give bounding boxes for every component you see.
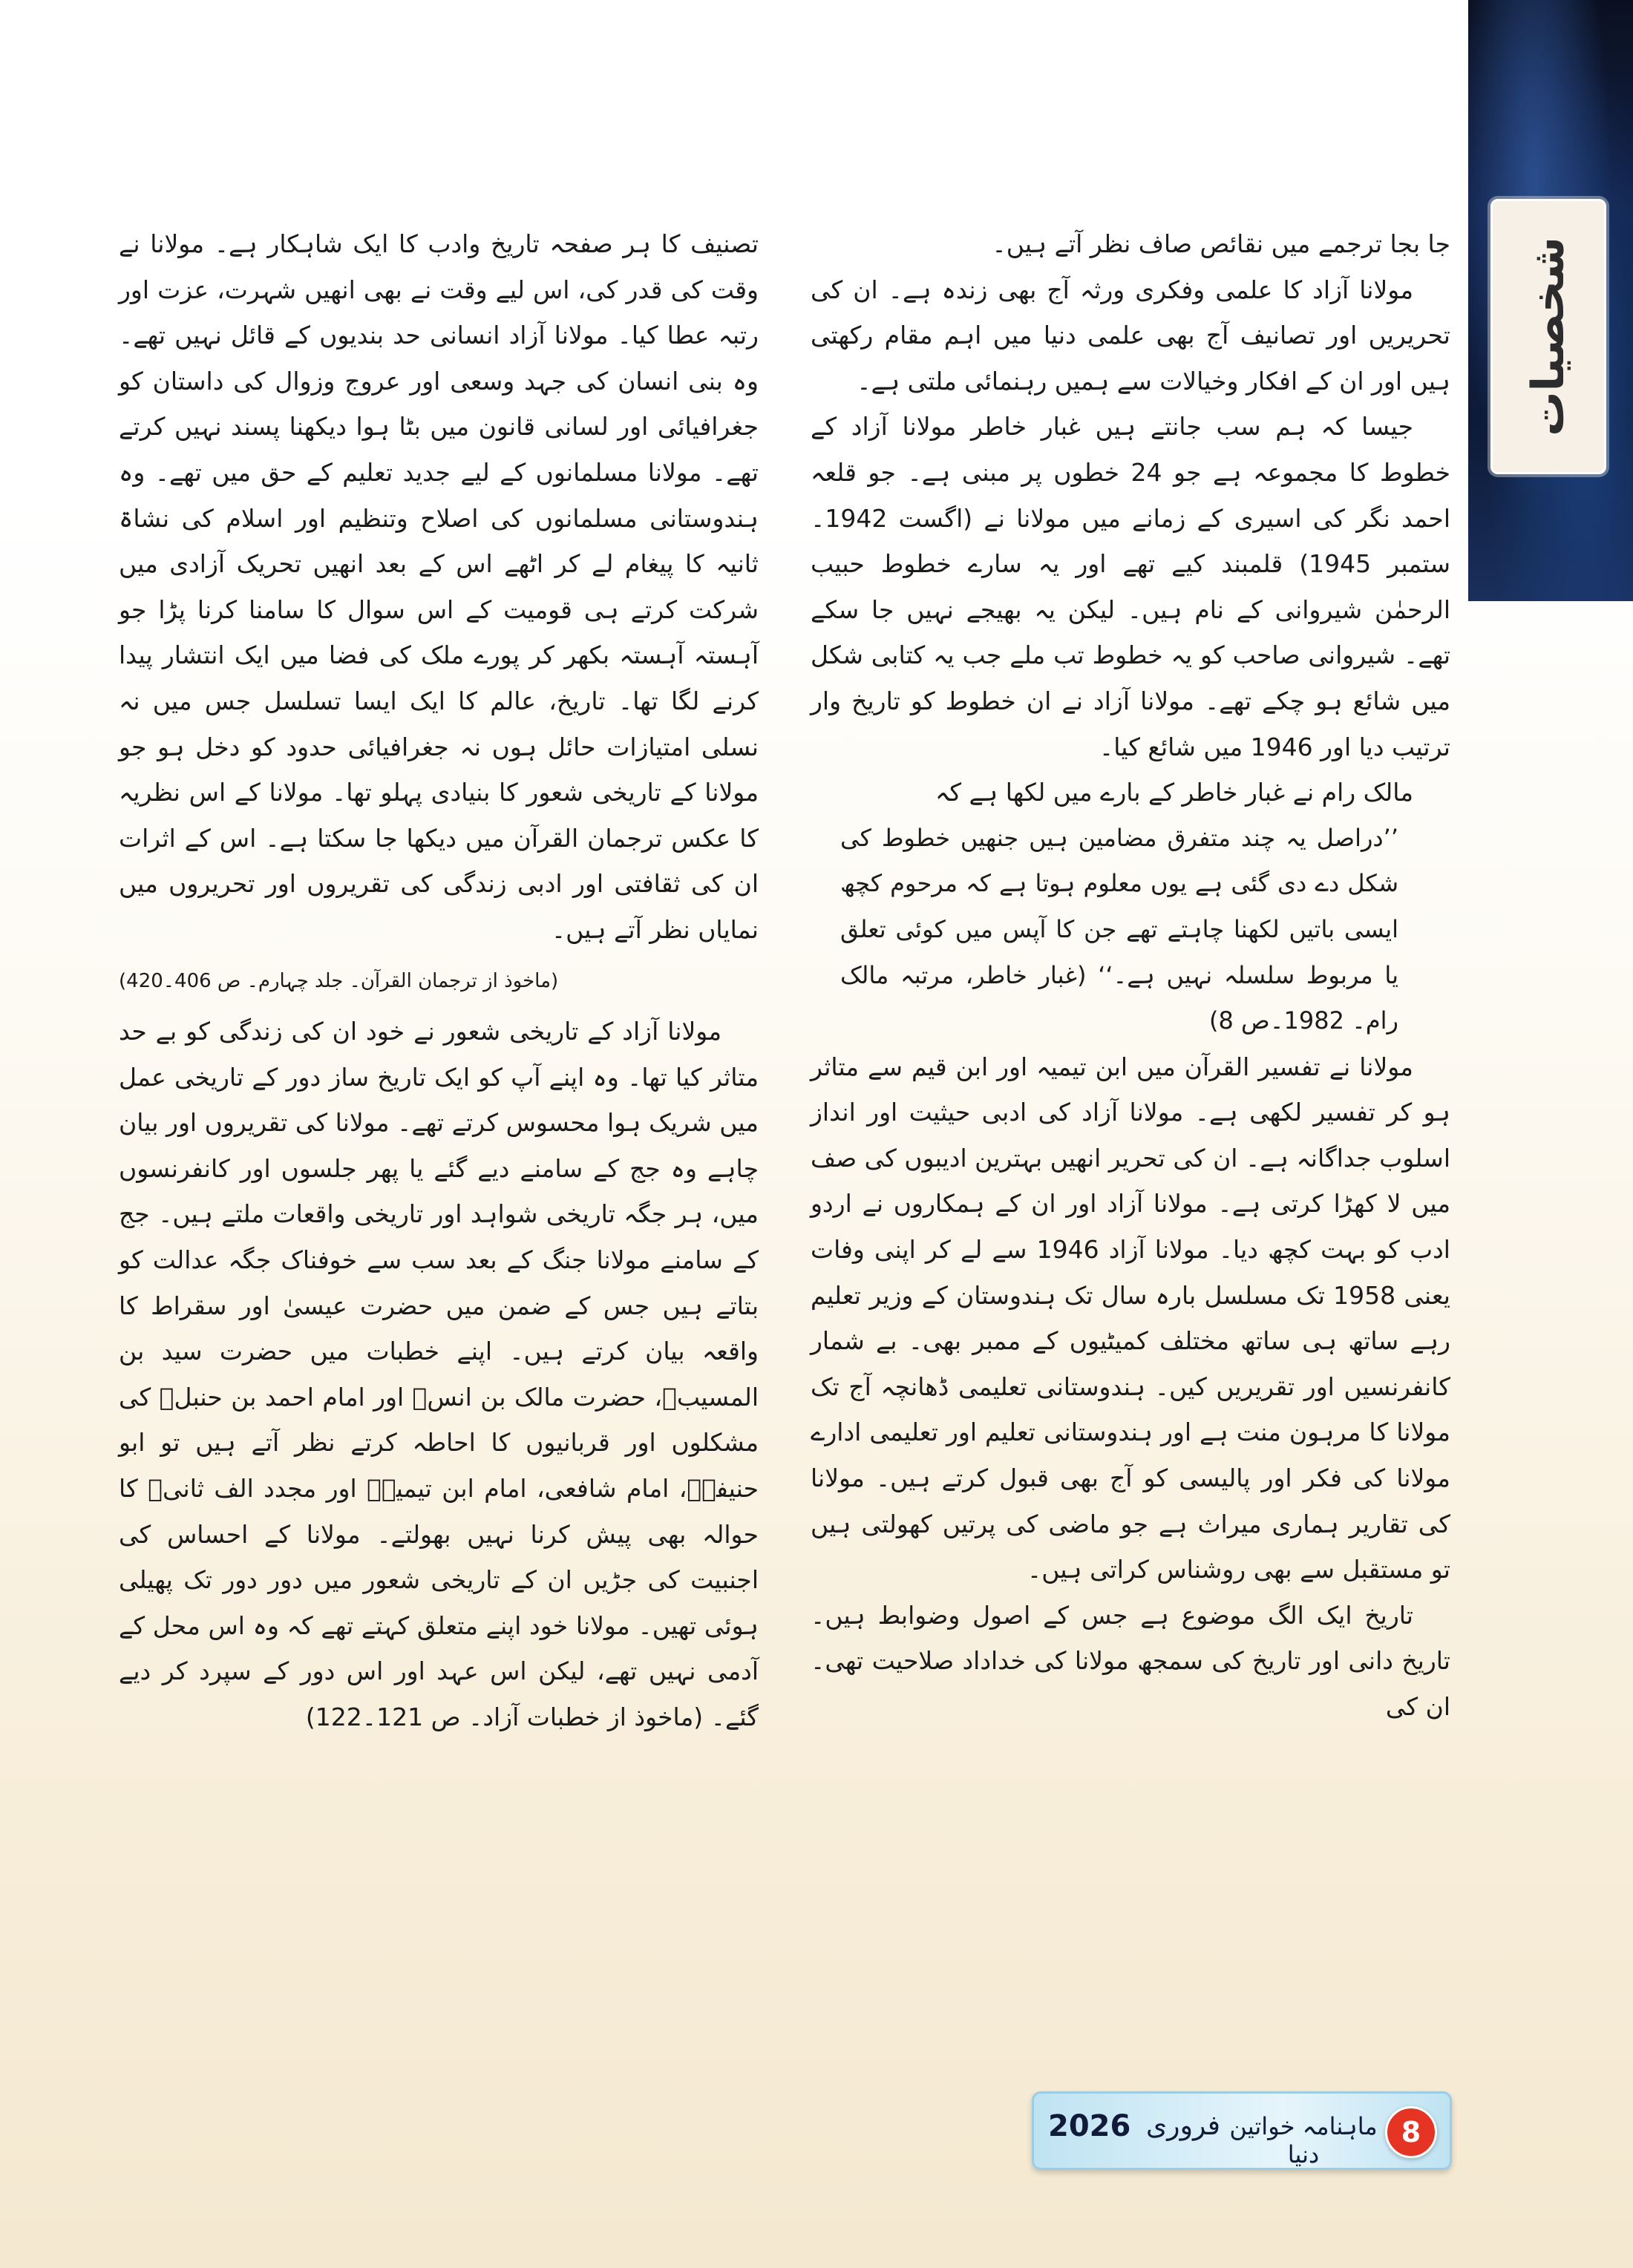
block-quote: ’’دراصل یہ چند متفرق مضامین ہیں جنھیں خطوط کی شکل دے دی گئی ہے یوں معلوم ہوتا ہے کہ مرحوم کچھ ایسی باتیں لکھنا چاہتے تھے جن کا آپس میں کوئی تعلق یا مربوط سلسلہ نہیں ہے۔‘‘ (غبار خاطر، مرتبہ مالک رام۔ 1982۔ص 8) [840, 823, 1398, 1035]
paragraph: جیسا کہ ہم سب جانتے ہیں غبار خاطر مولانا آزاد کے خطوط کا مجموعہ ہے جو 24 خطوں پر مبنی ہے۔ جو قلعہ احمد نگر کی اسیری کے زمانے میں مولانا نے (اگست 1942۔ستمبر 1945) قلمبند کیے تھے اور یہ سارے خطوط حبیب الرحمٰن شیروانی کے نام ہیں۔ لیکن یہ بھیجے نہیں جا سکے تھے۔ شیروانی صاحب کو یہ خطوط تب ملے جب یہ کتابی شکل میں شائع ہو چکے تھے۔ مولانا آزاد نے ان خطوط کو تاریخ وار ترتیب دیا اور 1946 میں شائع کیا۔ [811, 412, 1451, 761]
footer-year: 2026 [1048, 2109, 1131, 2143]
paragraph: مالک رام نے غبار خاطر کے بارے میں لکھا ہے کہ [935, 778, 1413, 807]
paragraph: مولانا نے تفسیر القرآن میں ابن تیمیہ اور ابن قیم سے متاثر ہو کر تفسیر لکھی ہے۔ مولانا آزاد کی ادبی حیثیت اور انداز اسلوب جداگانہ ہے۔ ان کی تحریر انھیں بہترین ادیبوں کی صف میں لا کھڑا کرتی ہے۔ مولانا آزاد اور ان کے ہمکاروں نے اردو ادب کو بہت کچھ دیا۔ مولانا آزاد 1946 سے لے کر اپنی وفات یعنی 1958 تک مسلسل بارہ سال تک ہندوستان کے وزیر تعلیم رہے ساتھ ہی ساتھ مختلف کمیٹیوں کے ممبر بھی۔ بے شمار کانفرنسیں اور تقریریں کیں۔ ہندوستانی تعلیمی ڈھانچہ آج تک مولانا کا مرہون منت ہے اور ہندوستانی تعلیم اور تعلیمی ادارے مولانا کی فکر اور پالیسی کو آج بھی قبول کرتے ہیں۔ مولانا کی تقاریر ہماری میراث ہے جو ماضی کی پرتیں کھولتی ہیں تو مستقبل سے بھی روشناس کراتی ہیں۔ [811, 1052, 1450, 1584]
section-tab-banner [1468, 0, 1633, 601]
paragraph: تاریخ ایک الگ موضوع ہے جس کے اصول وضوابط ہیں۔ تاریخ دانی اور تاریخ کی سمجھ مولانا کی خداداد صلاحیت تھی۔ ان کی [811, 1600, 1450, 1721]
paragraph: مولانا آزاد کے تاریخی شعور نے خود ان کی زندگی کو بے حد متاثر کیا تھا۔ وہ اپنے آپ کو ایک تاریخ ساز دور کے تاریخی عمل میں شریک ہوا محسوس کرتے تھے۔ مولانا کی تقریروں اور بیان چاہے وہ جج کے سامنے دیے گئے یا پھر جلسوں اور کانفرنسوں میں، ہر جگہ تاریخی شواہد اور تاریخی واقعات ملتے ہیں۔ جج کے سامنے مولانا جنگ کے بعد سب سے خوفناک جگہ عدالت کو بتاتے ہیں جس کے ضمن میں حضرت عیسیٰ اور سقراط کا واقعہ بیان کرتے ہیں۔ اپنے خطبات میں حضرت سید بن المسیبؒ، حضرت مالک بن انسؒ اور امام احمد بن حنبلؒ کی مشکلوں اور قربانیوں کا احاطہ کرتے نظر آتے ہیں تو ابو حنیفہؒ، امام شافعی، امام ابن تیمیہؒ اور مجدد الف ثانیؒ کا حوالہ بھی پیش کرنا نہیں بھولتے۔ مولانا کے احساس کی اجنبیت کی جڑیں ان کے تاریخی شعور میں دور دور تک پھیلی ہوئی تھیں۔ مولانا خود اپنے متعلق کہتے تھے کہ وہ اس محل کے آدمی نہیں تھے، لیکن اس عہد اور اس دور کے سپرد کر دیے گئے۔ (ماخوذ از خطبات آزاد۔ ص 121۔122) [119, 1017, 759, 1731]
page-number-badge: 8 [1385, 2106, 1437, 2158]
section-tab-label-box [1490, 199, 1606, 474]
right-text-column [811, 221, 1450, 2077]
paragraph: تصنیف کا ہر صفحہ تاریخ وادب کا ایک شاہکار ہے۔ مولانا نے وقت کی قدر کی، اس لیے وقت نے بھی انھیں شہرت، عزت اور رتبہ عطا کیا۔ مولانا آزاد انسانی حد بندیوں کے قائل نہیں تھے۔ وہ بنی انسان کی جہد وسعی اور عروج وزوال کی داستان کو جغرافیائی اور لسانی قانون میں بٹا ہوا دیکھنا پسند نہیں کرتے تھے۔ مولانا مسلمانوں کے لیے جدید تعلیم کے حق میں تھے۔ وہ ہندوستانی مسلمانوں کی اصلاح وتنظیم اور اسلام کی نشاۃ ثانیہ کا پیغام لے کر اٹھے اس کے بعد انھیں تحریک آزادی میں شرکت کرتے ہی قومیت کے اس سوال کا سامنا کرنا پڑا جو آہستہ آہستہ بکھر کر پورے ملک کی فضا میں ایک انتشار پیدا کرنے لگا تھا۔ تاریخ، عالم کا ایک ایسا تسلسل جس میں نہ نسلی امتیازات حائل ہوں نہ جغرافیائی حدود کو دخل ہو جو مولانا کے تاریخی شعور کا بنیادی پہلو تھا۔ مولانا کے اس نظریہ کا عکس ترجمان القرآن میں دیکھا جا سکتا ہے۔ اس کے اثرات ان کی ثقافتی اور ادبی زندگی کی تقریروں اور تحریروں میں نمایاں نظر آتے ہیں۔ [119, 229, 759, 944]
paragraph: مولانا آزاد کا علمی وفکری ورثہ آج بھی زندہ ہے۔ ان کی تحریریں اور تصانیف آج بھی علمی دنیا میں اہم مقام رکھتی ہیں اور ان کے افکار وخیالات سے ہمیں رہنمائی ملتی ہے۔ [811, 275, 1450, 396]
footer-magazine-name: ماہنامہ خواتین دنیا [1229, 2112, 1378, 2169]
footer-month: فروری [1146, 2111, 1221, 2141]
paragraph: جا بجا ترجمے میں نقائص صاف نظر آتے ہیں۔ [992, 229, 1450, 258]
left-text-column [119, 221, 759, 2077]
source-reference: (ماخوذ از ترجمان القرآن۔ جلد چہارم۔ ص 406۔420) [119, 969, 559, 992]
section-tab-label: شخصیات [1522, 237, 1574, 436]
